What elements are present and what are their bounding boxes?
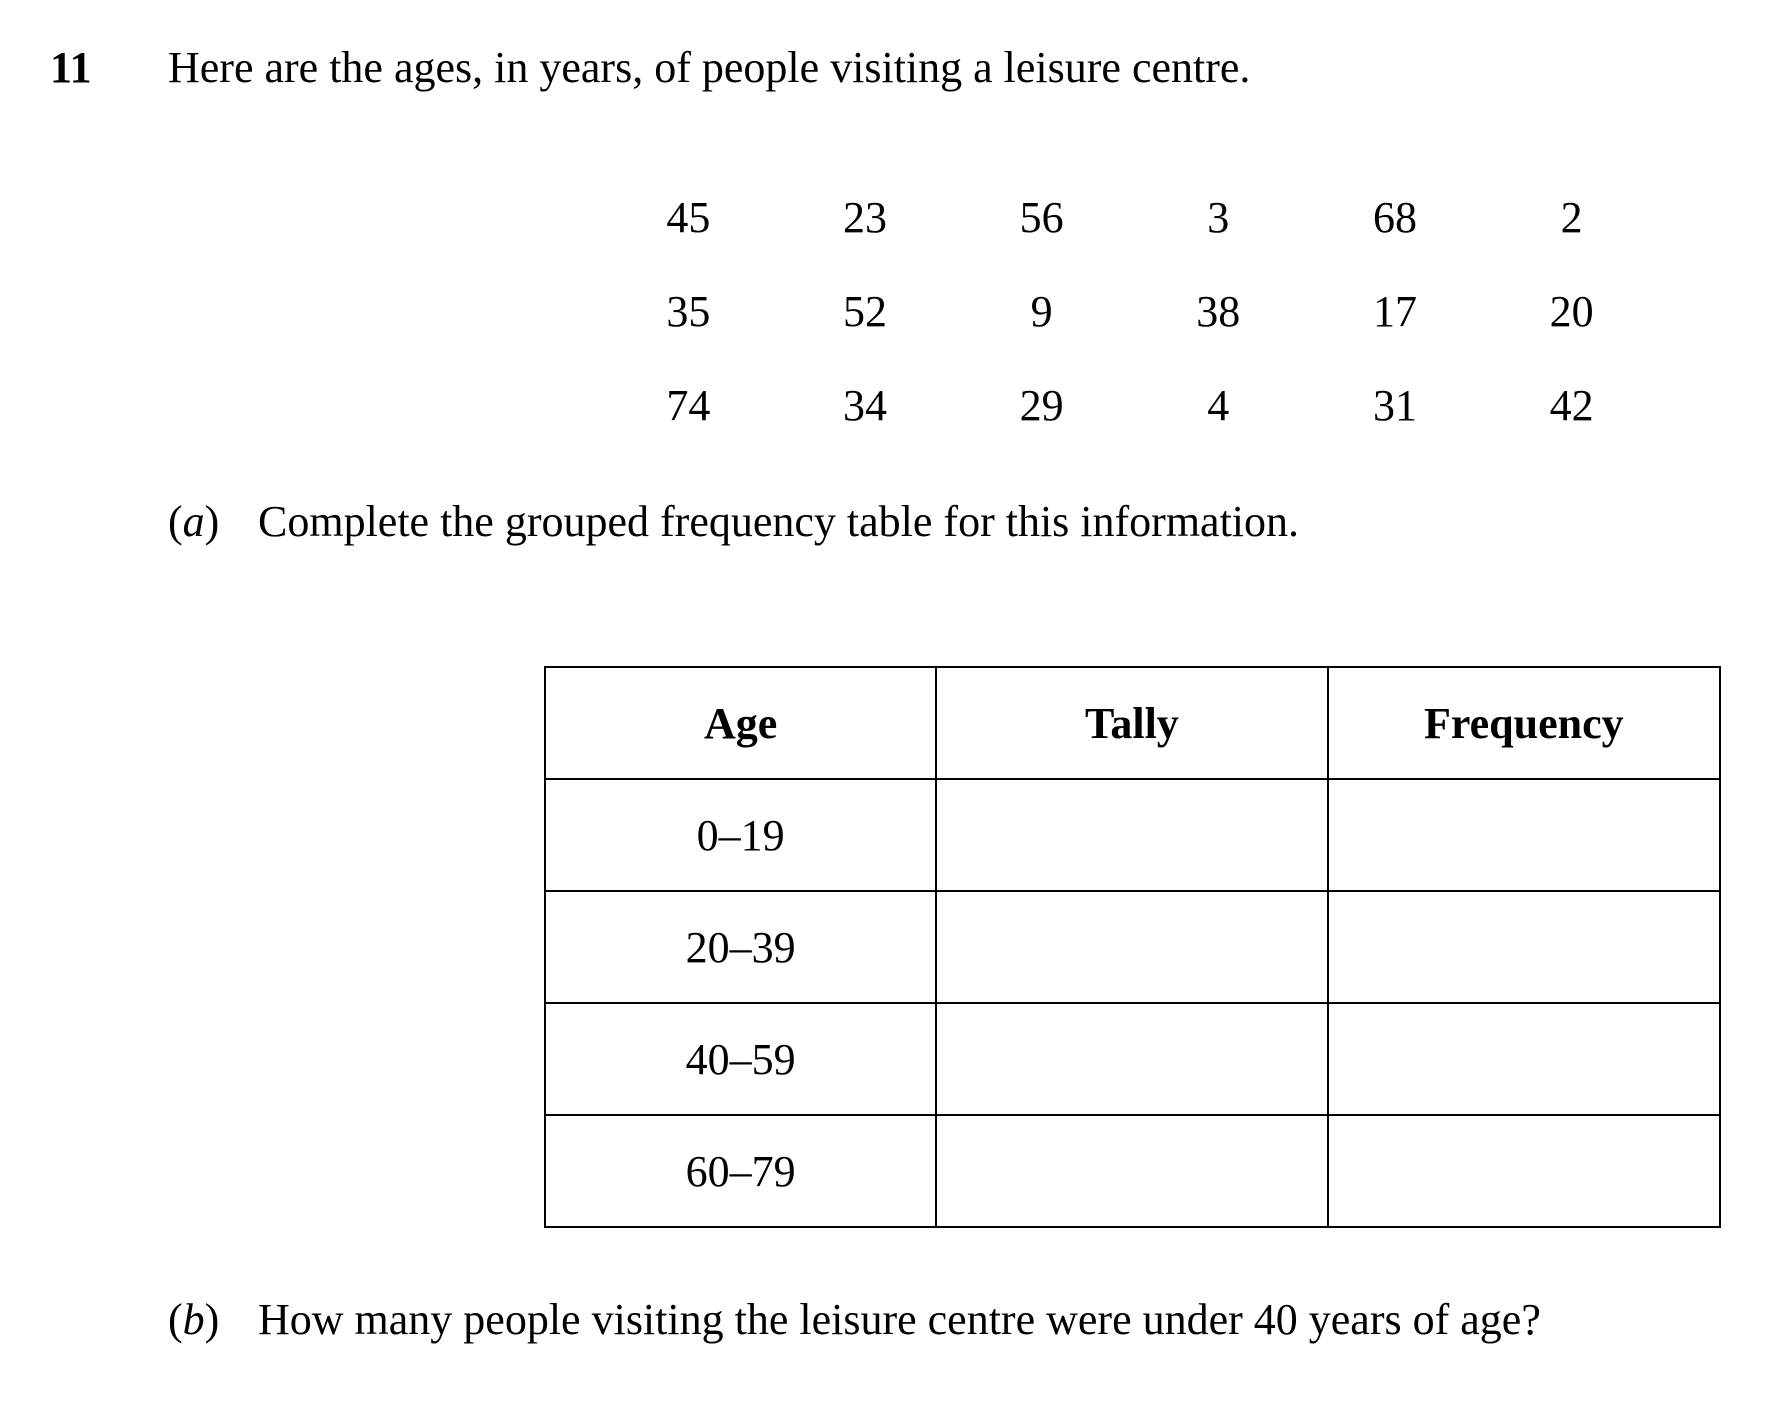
- part-a-letter: (a): [168, 497, 220, 546]
- tally-cell[interactable]: [936, 891, 1327, 1003]
- age-group-cell: 40–59: [545, 1003, 936, 1115]
- age-value: 45: [666, 192, 711, 242]
- age-group-cell: 0–19: [545, 779, 936, 891]
- tally-cell[interactable]: [936, 1115, 1327, 1227]
- grouped-frequency-table: [544, 666, 1721, 1228]
- table-row: [545, 1003, 1720, 1115]
- ages-data-grid: [600, 170, 1660, 452]
- part-b: [168, 1294, 1541, 1346]
- age-group-cell: 60–79: [545, 1115, 936, 1227]
- age-value: 31: [1372, 380, 1417, 430]
- age-value: 29: [1019, 380, 1064, 430]
- question-number: 11: [50, 43, 92, 92]
- table-row: [545, 779, 1720, 891]
- question-intro: Here are the ages, in years, of people visiting a leisure centre.: [168, 43, 1251, 92]
- age-value: 20: [1549, 286, 1594, 336]
- part-b-letter: (b): [168, 1295, 220, 1344]
- age-value: 56: [1019, 192, 1064, 242]
- age-value: 4: [1207, 380, 1230, 430]
- age-value: 38: [1196, 286, 1241, 336]
- tally-cell[interactable]: [936, 779, 1327, 891]
- ages-row: [600, 264, 1660, 358]
- age-group-cell: 20–39: [545, 891, 936, 1003]
- part-b-text: How many people visiting the leisure centre were under 40 years of age?: [258, 1295, 1541, 1344]
- part-a: [168, 496, 1299, 548]
- table-header-row: [545, 667, 1720, 779]
- age-value: 74: [666, 380, 711, 430]
- header-frequency: Frequency: [1328, 667, 1720, 779]
- frequency-cell[interactable]: [1328, 779, 1720, 891]
- age-value: 68: [1372, 192, 1417, 242]
- age-value: 17: [1372, 286, 1417, 336]
- tally-cell[interactable]: [936, 1003, 1327, 1115]
- age-value: 3: [1207, 192, 1230, 242]
- header-tally: Tally: [936, 667, 1327, 779]
- header-age: Age: [545, 667, 936, 779]
- frequency-cell[interactable]: [1328, 1115, 1720, 1227]
- age-value: 34: [842, 380, 887, 430]
- ages-row: [600, 170, 1660, 264]
- age-value: 23: [842, 192, 887, 242]
- age-value: 9: [1030, 286, 1053, 336]
- frequency-cell[interactable]: [1328, 1003, 1720, 1115]
- age-value: 35: [666, 286, 711, 336]
- frequency-cell[interactable]: [1328, 891, 1720, 1003]
- age-value: 2: [1560, 192, 1583, 242]
- age-value: 42: [1549, 380, 1594, 430]
- ages-row: [600, 358, 1660, 452]
- table-row: [545, 891, 1720, 1003]
- table-row: [545, 1115, 1720, 1227]
- part-a-text: Complete the grouped frequency table for this information.: [258, 497, 1300, 546]
- age-value: 52: [842, 286, 887, 336]
